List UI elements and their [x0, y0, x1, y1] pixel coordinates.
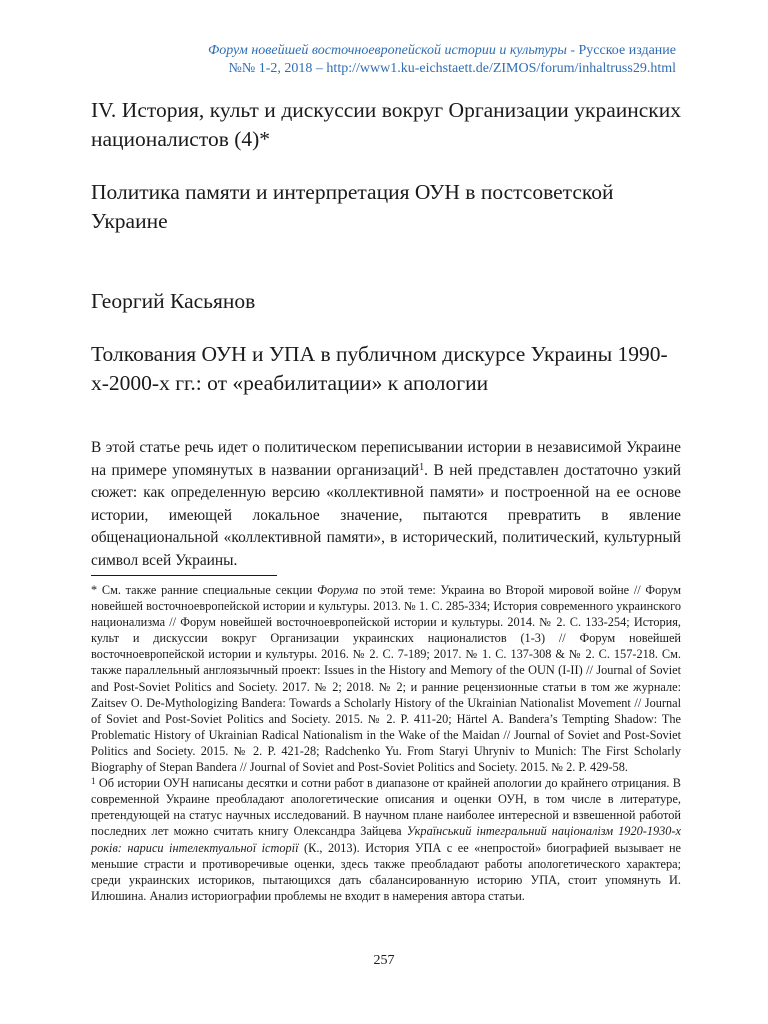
issue-line: №№ 1-2, 2018 – http://www1.ku-eichstaett.de/ZIMOS/forum/inhaltruss29.html: [228, 61, 676, 76]
section-title: IV. История, культ и дискуссии вокруг Организации украинских националистов (4)*: [91, 98, 681, 151]
running-head: [0, 42, 676, 78]
forum-italic: Форума: [317, 583, 359, 597]
footnote-1: [91, 775, 681, 904]
footnote-star: [91, 582, 681, 775]
footnote-ref-1[interactable]: 1: [419, 461, 425, 473]
footnote-star-marker: *: [91, 583, 98, 597]
forum-title: Форум новейшей восточноевропейской истории и культуры: [207, 43, 567, 58]
abstract-text-1: В этой статье речь идет о политическом переписывании истории в независимой Украине на примере упомянутых в названии организаций: [91, 439, 681, 479]
footnote-star-text-1: См. также ранние специальные секции: [97, 583, 318, 597]
abstract-text-2: . В ней представлен достаточно узкий сюжет: как определенную версию «коллективной памяти» и построенной на ее основе истории, имеющей локальное значение, пытаются превратить в явление общенациональной «коллективной памяти», в исторический, политический, культурный символ всей Украины.: [91, 461, 681, 569]
footnote-1-text-1: Об истории ОУН написаны десятки и сотни работ в диапазоне от крайней апологии до крайнего отрицания. В современной Украине преобладают апологетические описания и оценки ОУН, в том числе в литературе, претендующей на статус научных исследований. В научном плане наиболее интересной и взвешенной работой последних лет можно считать книгу Олександра Зайцева: [91, 776, 681, 839]
footnote-1-text-2: (К., 2013). История УПА с ее «непростой» биографией вызывает не меньшие страсти и противоречивые оценки, здесь также преобладают работы апологетического характера; среди украинских историков, пытающихся дать сбалансированную историю УПА, стоит упомянуть И. Илюшина. Анализ историографии проблемы не входит в намерения автора статьи.: [91, 840, 681, 903]
article-title: Толкования ОУН и УПА в публичном дискурсе Украины 1990-х-2000-х гг.: от «реабилитации» к апологии: [91, 342, 668, 395]
book-title-italic: Український інтегральний націоналізм 1920-1930-х років: нариси інтелектуальної історії: [91, 824, 681, 855]
abstract-paragraph: [91, 437, 681, 573]
footnotes: [91, 582, 681, 904]
page-number: 257: [373, 953, 395, 968]
footnote-divider: [91, 575, 277, 576]
running-head-line-1: [0, 42, 676, 60]
footnote-star-text-2: по этой теме: Украина во Второй мировой войне // Форум новейшей восточноевропейской истории и культуры. 2013. № 1. С. 285-334; История современного украинского национализма // Форум новейшей восточноевропейской истории и культуры. 2014. № 2. С. 133-254; История, культ и дискуссии вокруг Организации украинских националистов (1-3) // Форум новейшей восточноевропейской истории и культуры. 2016. № 2. С. 7-189; 2017. № 1. С. 137-308 & № 2. С. 157-218. См. также параллельный англоязычный проект: Issues in the History and Memory of the OUN (I-II) // Journal of Soviet and Post-Soviet Politics and Society. 2017. № 2; 2018. № 2; и ранние рецензионные статьи в том же журнале: Zaitsev O. De-Mythologizing Bandera: Towards a Scholarly History of the Ukrainian Nationalist Movement // Journal of Soviet and Post-Soviet Politics and Society. 2015. № 2. P. 411-20; Härtel A. Bandera’s Tempting Shadow: The Problematic History of Ukrainian Radical Nationalism in the Wake of the Maidan // Journal of Soviet and Post-Soviet Politics and Society. 2015. № 2. P. 421-28; Radchenko Yu. From Staryi Uhryniv to Munich: The First Scholarly Biography of Stepan Bandera // Journal of Soviet and Post-Soviet Politics and Society. 2015. № 2. P. 429-58.: [91, 583, 681, 775]
author-name: Георгий Касьянов: [91, 289, 256, 313]
footnote-1-marker: 1: [91, 776, 96, 787]
edition-label: - Русское издание: [566, 43, 676, 58]
subtitle: Политика памяти и интерпретация ОУН в постсоветской Украине: [91, 180, 614, 233]
